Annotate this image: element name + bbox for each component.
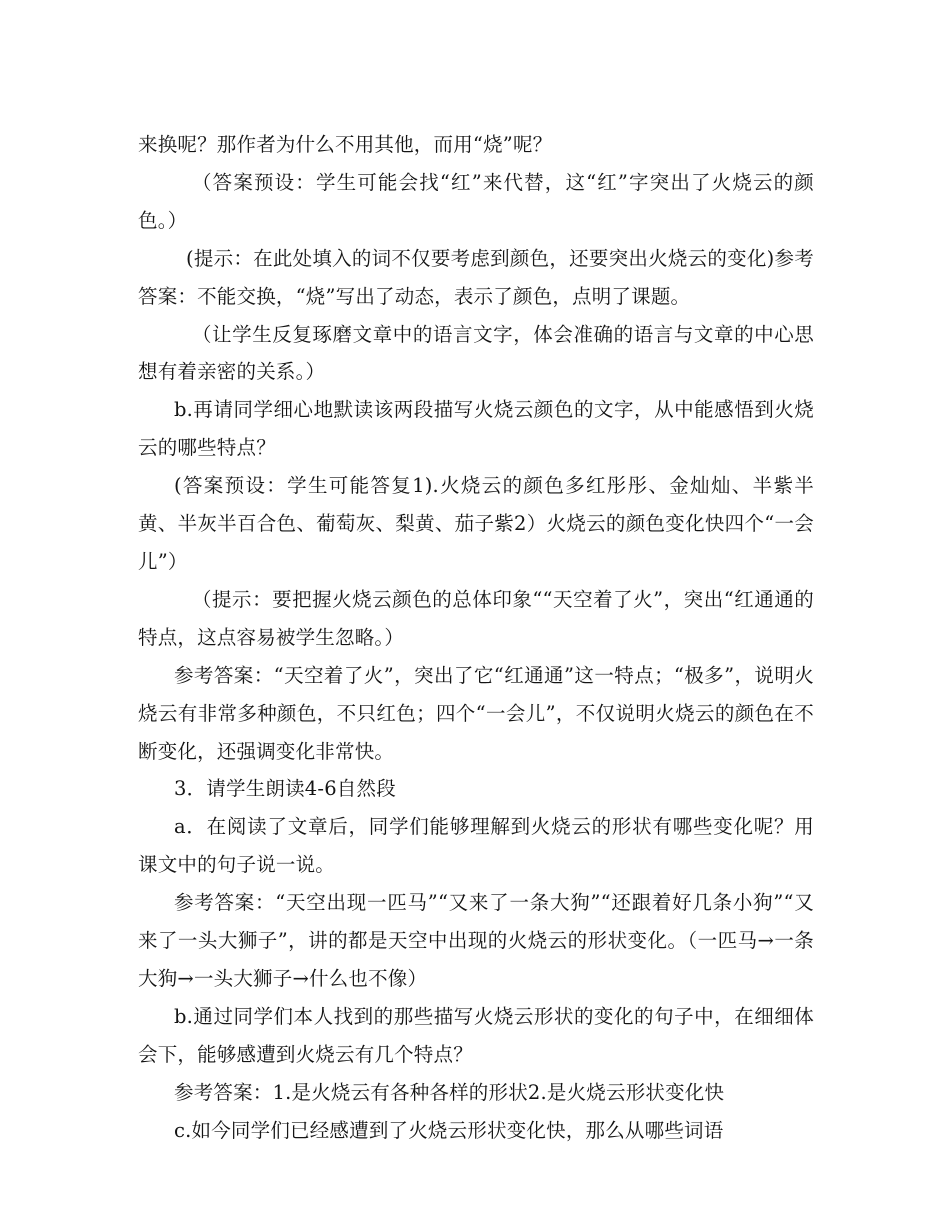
paragraph-question-b: b.再请同学细心地默读该两段描写火烧云颜色的文字，从中能感悟到火烧云的哪些特点？ <box>138 398 814 460</box>
paragraph-hint-answer: (提示：在此处填入的词不仅要考虑到颜色，还要突出火烧云的变化)参考答案：不能交换，“烧”写出了动态，表示了颜色，点明了课题。 <box>138 246 814 308</box>
paragraph-step-3: 3．请学生朗读4-6自然段 <box>174 777 396 801</box>
paragraph-reference-answer-shapes: 参考答案：“天空出现一匹马”“又来了一条大狗”“还跟着好几条小狗”“又来了一头大狮子”，讲的都是天空中出现的火烧云的形状变化。（一匹马→一条大狗→一头大狮子→什么也不像） <box>138 891 814 990</box>
paragraph-question-b-shapes: b.通过同学们本人找到的那些描写火烧云形状的变化的句子中，在细细体会下，能够感遭到火烧云有几个特点？ <box>138 1004 814 1066</box>
paragraph-continuation: 来换呢？那作者为什么不用其他，而用“烧”呢？ <box>138 133 553 156</box>
paragraph-answer-preset-colors: (答案预设：学生可能答复1).火烧云的颜色多红彤彤、金灿灿、半紫半黄、半灰半百合色、葡萄灰、梨黄、茄子紫2）火烧云的颜色变化快四个“一会儿”） <box>138 474 814 573</box>
paragraph-question-a: a．在阅读了文章后，同学们能够理解到火烧云的形状有哪些变化呢？用课文中的句子说一说。 <box>138 815 814 877</box>
paragraph-note: （让学生反复琢磨文章中的语言文字，体会准确的语言与文章的中心思想有着亲密的关系。） <box>138 322 814 384</box>
paragraph-question-c: c.如今同学们已经感遭到了火烧云形状变化快，那么从哪些词语 <box>174 1118 724 1142</box>
paragraph-reference-answer-colors: 参考答案：“天空着了火”，突出了它“红通通”这一特点；“极多”，说明火烧云有非常多种颜色，不只红色；四个“一会儿”，不仅说明火烧云的颜色在不断变化，还强调变化非常快。 <box>138 663 814 763</box>
paragraph-answer-preset: （答案预设：学生可能会找“红”来代替，这“红”字突出了火烧云的颜色。） <box>138 170 814 232</box>
paragraph-hint-colors: （提示：要把握火烧云颜色的总体印象““天空着了火”，突出“红通通的特点，这点容易被学生忽略。） <box>138 587 814 649</box>
document-body <box>138 126 814 1149</box>
paragraph-reference-answer-features: 参考答案：1.是火烧云有各种各样的形状2.是火烧云形状变化快 <box>174 1080 725 1104</box>
